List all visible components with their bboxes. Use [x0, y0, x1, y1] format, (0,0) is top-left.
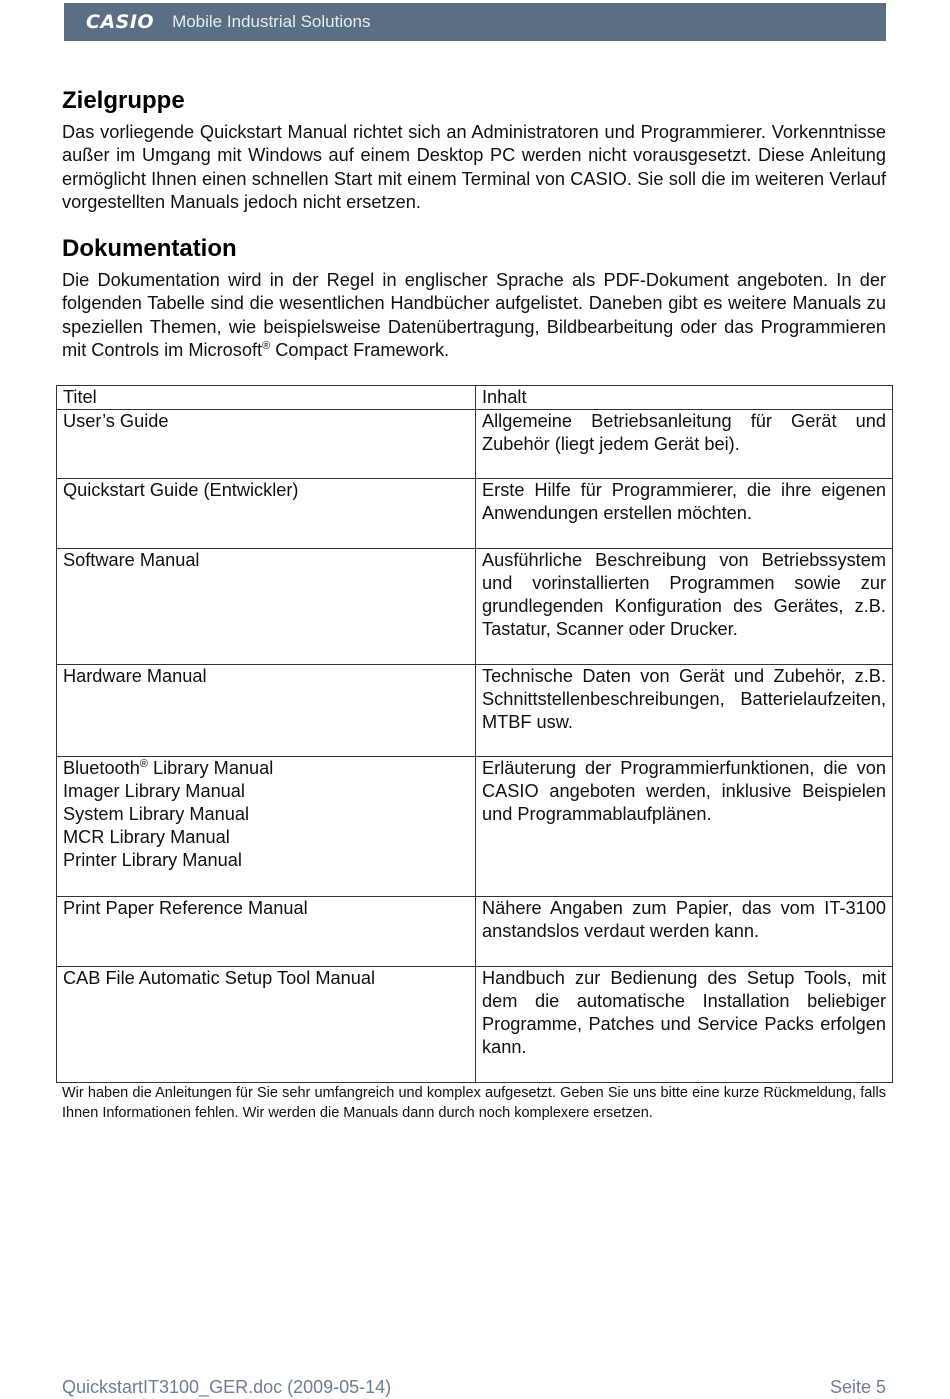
table-row: [57, 757, 893, 897]
manual-title-cell: Hardware Manual: [57, 665, 476, 757]
table-row: [57, 665, 893, 757]
manual-title-cell: Software Manual: [57, 549, 476, 665]
header-tagline: Mobile Industrial Solutions: [172, 12, 371, 31]
paragraph-dokumentation: [62, 269, 886, 362]
manual-content-cell: Erläuterung der Programmierfunktionen, die von CASIO angeboten werden, inklusive Beispielen und Programmablaufplänen.: [476, 757, 893, 897]
manual-title-line: MCR Library Manual: [63, 827, 230, 847]
table-row: [57, 410, 893, 479]
manual-title-cell: Print Paper Reference Manual: [57, 897, 476, 967]
manual-title-text: Library Manual: [153, 758, 274, 778]
paragraph-dokumentation-text: Die Dokumentation wird in der Regel in englischer Sprache als PDF-Dokument angeboten. In der folgenden Tabelle sind die wesentlichen Handbücher aufgelistet. Daneben gibt es weitere Manuals zu speziellen Themen, wie beispielsweise Datenübertragung, Bildbearbeitung oder das Programmieren mit Controls im Microsoft: [62, 270, 886, 360]
manual-title-cell: User’s Guide: [57, 410, 476, 479]
registered-mark: ®: [262, 339, 271, 352]
footer-page-number: Seite 5: [829, 1377, 886, 1397]
manual-content-cell: Nähere Angaben zum Papier, das vom IT-3100 anstandslos verdaut werden kann.: [476, 897, 893, 967]
paragraph-dokumentation-tail: Compact Framework.: [270, 339, 450, 360]
manual-title-text: Bluetooth: [63, 758, 140, 778]
manual-content-cell: Technische Daten von Gerät und Zubehör, z.B. Schnittstellenbeschreibungen, Batterielaufzeiten, MTBF usw.: [476, 665, 893, 757]
table-row: [57, 549, 893, 665]
heading-zielgruppe: Zielgruppe: [62, 87, 185, 114]
paragraph-zielgruppe: Das vorliegende Quickstart Manual richtet sich an Administratoren und Programmierer. Vorkenntnisse außer im Umgang mit Windows auf einem Desktop PC werden nicht vorausgesetzt. Diese Anleitung ermöglicht Ihnen einen schnellen Start mit einem Terminal von CASIO. Sie soll die im weiteren Verlauf vorgestellten Manuals jedoch nicht ersetzen.: [62, 122, 886, 212]
manual-content-cell: Erste Hilfe für Programmierer, die ihre eigenen Anwendungen erstellen möchten.: [476, 479, 893, 549]
table-row: [57, 967, 893, 1083]
manual-title-cell: [57, 757, 476, 897]
manual-content-cell: Allgemeine Betriebsanleitung für Gerät und Zubehör (liegt jedem Gerät bei).: [476, 410, 893, 479]
manual-title-cell: Quickstart Guide (Entwickler): [57, 479, 476, 549]
documentation-table: [56, 385, 893, 1083]
header-cell-title: Titel: [57, 386, 476, 410]
manual-title-cell: CAB File Automatic Setup Tool Manual: [57, 967, 476, 1083]
manual-title-line: Imager Library Manual: [63, 781, 245, 801]
manual-title-line: Printer Library Manual: [63, 850, 242, 870]
table-header-row: [57, 386, 893, 410]
header-cell-content: Inhalt: [476, 386, 893, 410]
table-row: [57, 897, 893, 967]
heading-dokumentation: Dokumentation: [62, 235, 237, 262]
manual-title-line: System Library Manual: [63, 804, 249, 824]
table-row: [57, 479, 893, 549]
casio-logo: CASIO: [86, 11, 155, 33]
manual-title-line: [63, 757, 469, 780]
footer-filename: QuickstartIT3100_GER.doc (2009-05-14): [62, 1377, 392, 1397]
manual-content-cell: Handbuch zur Bedienung des Setup Tools, mit dem die automatische Installation beliebiger Programme, Patches und Service Packs erfolgen kann.: [476, 967, 893, 1083]
registered-mark: ®: [139, 757, 148, 770]
manual-content-cell: Ausführliche Beschreibung von Betriebssystem und vorinstallierten Programmen sowie zur grundlegenden Konfiguration des Gerätes, z.B. Tastatur, Scanner oder Drucker.: [476, 549, 893, 665]
header-bar: [64, 3, 886, 41]
feedback-note: Wir haben die Anleitungen für Sie sehr umfangreich und komplex aufgesetzt. Geben Sie uns bitte eine kurze Rückmeldung, falls Ihnen Informationen fehlen. Wir werden die Manuals dann durch noch komplexere ersetzen.: [62, 1085, 886, 1121]
